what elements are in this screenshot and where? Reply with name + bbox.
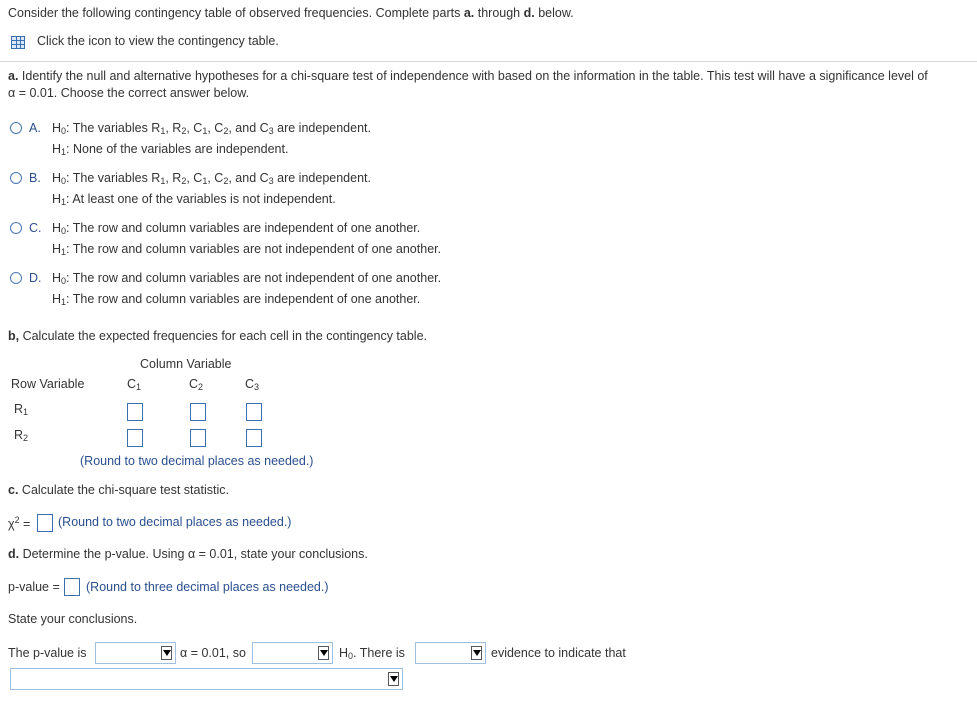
part-d-round-note: (Round to three decimal places as needed.) (86, 580, 329, 594)
expected-r1-c3-input[interactable] (246, 403, 262, 421)
h1-sub: 1 (61, 147, 67, 157)
option-d-letter: D. (29, 271, 42, 285)
option-a-h1: $H_1$: None of the variables are independent. (52, 142, 289, 157)
option-c-h0-text: The row and column variables are independent of one another. (72, 221, 421, 235)
h0-part: The variables R (72, 121, 161, 135)
evidence-amount-select[interactable] (415, 642, 486, 664)
h1-sub: 1 (61, 297, 67, 307)
chevron-down-icon (161, 646, 172, 660)
column-variable-heading: Column Variable (140, 357, 232, 371)
h0-sub: 3 (268, 176, 274, 186)
h0-label: H (339, 646, 349, 660)
c-sub: 1 (136, 382, 142, 392)
option-a-h0: $H_0$: The variables $R_1$, $R_2$, $C_1$, $C_2$, and $C_3$ are independent. (52, 121, 371, 136)
part-a-question (8, 69, 928, 83)
pvalue-comparison-select[interactable] (95, 642, 176, 664)
h0-sub: 0 (61, 226, 67, 236)
view-table-link[interactable]: Click the icon to view the contingency table. (37, 34, 279, 48)
pvalue-label: p-value = (8, 580, 60, 594)
option-a-h1-text: None of the variables are independent. (73, 142, 289, 156)
c-letter: C (127, 377, 137, 391)
col-header-c1 (127, 377, 141, 392)
instruction-text (8, 6, 574, 20)
r-sub: 2 (23, 433, 29, 443)
option-d-h0-text: The row and column variables are not independent of one another. (72, 271, 442, 285)
h0-part: , C (186, 171, 203, 185)
h0-sub: 0 (61, 126, 67, 136)
part-b-round-note: (Round to two decimal places as needed.) (80, 454, 314, 468)
expected-r2-c1-input[interactable] (127, 429, 143, 447)
evidence-text: evidence to indicate that (491, 646, 626, 660)
header-divider (0, 61, 977, 62)
h0-sub: 2 (223, 176, 229, 186)
part-c-round-note: (Round to two decimal places as needed.) (58, 515, 292, 529)
part-d-question (8, 547, 368, 561)
chevron-down-icon (318, 646, 329, 660)
part-a-question-line2: α = 0.01. Choose the correct answer below. (8, 86, 250, 100)
chevron-down-icon (388, 672, 399, 686)
conclusion-select[interactable] (10, 668, 403, 690)
part-d-label: d. (8, 547, 20, 561)
h1-label: H (52, 242, 62, 256)
reject-decision-select[interactable] (252, 642, 333, 664)
part-a-question-line1: Identify the null and alternative hypotheses for a chi-square test of independence with based on the information in the table. This test will have a significance level of (18, 69, 928, 83)
option-b-radio[interactable] (10, 172, 22, 184)
h0-part: , and C (228, 121, 269, 135)
h1-label: H (52, 292, 62, 306)
chi-sup: 2 (14, 515, 20, 525)
option-b-h0: $H_0$: The variables $R_1$, $R_2$, $C_1$, $C_2$, and $C_3$ are independent. (52, 171, 371, 186)
instruction-lead: Consider the following contingency table of observed frequencies. Complete parts (8, 6, 464, 20)
h0-part: The variables R (72, 171, 161, 185)
alpha-so-text: α = 0.01, so (180, 646, 246, 660)
c-sub: 3 (254, 382, 260, 392)
row-variable-heading: Row Variable (11, 377, 85, 391)
sentence-start: The p-value is (8, 646, 87, 660)
option-d-h1: $H_1$: The row and column variables are independent of one another. (52, 292, 421, 307)
expected-r2-c3-input[interactable] (246, 429, 262, 447)
h0-part: , C (207, 171, 224, 185)
c-letter: C (245, 377, 255, 391)
h0-part: , R (165, 121, 182, 135)
part-c-question-text: Calculate the chi-square test statistic. (18, 483, 229, 497)
chi-equals: = (19, 517, 31, 531)
h0-sub: 2 (181, 176, 187, 186)
state-conclusions-label: State your conclusions. (8, 612, 138, 626)
option-b-h1-text: At least one of the variables is not independent. (72, 192, 336, 206)
h0-part: are independent. (273, 171, 371, 185)
option-b-h1: $H_1$: At least one of the variables is not independent. (52, 192, 336, 207)
expected-r1-c2-input[interactable] (190, 403, 206, 421)
chevron-down-icon (471, 646, 482, 660)
part-d-question-text: Determine the p-value. Using α = 0.01, state your conclusions. (19, 547, 368, 561)
option-b-letter: B. (29, 171, 41, 185)
option-d-h1-text: The row and column variables are independent of one another. (72, 292, 421, 306)
h0-sub: 2 (181, 126, 187, 136)
instruction-through: through (474, 6, 524, 20)
h0-sub: 1 (202, 126, 208, 136)
r-letter: R (14, 428, 24, 442)
chi-square-label (8, 515, 30, 531)
part-c-label: c. (8, 483, 19, 497)
table-icon[interactable] (11, 36, 25, 49)
col-header-c3 (245, 377, 259, 392)
option-d-radio[interactable] (10, 272, 22, 284)
h0-part: , and C (228, 171, 269, 185)
instruction-below: below. (534, 6, 574, 20)
part-b-question-text: Calculate the expected frequencies for each cell in the contingency table. (19, 329, 428, 343)
h1-label: H (52, 142, 62, 156)
option-b-h0-text (73, 171, 371, 185)
option-c-h1: $H_1$: The row and column variables are not independent of one another. (52, 242, 442, 257)
chi-square-input[interactable] (37, 514, 53, 532)
r-letter: R (14, 402, 24, 416)
h0-part: , C (207, 121, 224, 135)
h0-sub: 3 (268, 126, 274, 136)
h0-sub: 0 (61, 276, 67, 286)
option-c-h1-text: The row and column variables are not independent of one another. (72, 242, 442, 256)
row-header-r2 (14, 428, 28, 443)
r-sub: 1 (23, 407, 29, 417)
h0-there-is-text (339, 646, 405, 661)
h0-sub: 0 (61, 176, 67, 186)
option-a-radio[interactable] (10, 122, 22, 134)
option-a-h0-text (73, 121, 371, 135)
h0-sub: 1 (160, 126, 166, 136)
option-a-letter: A. (29, 121, 41, 135)
h1-sub: 1 (61, 247, 67, 257)
h0-sub: 2 (223, 126, 229, 136)
c-sub: 2 (198, 382, 204, 392)
h0-part: , R (165, 171, 182, 185)
part-a-label: a. (8, 69, 19, 83)
pvalue-input[interactable] (64, 578, 80, 596)
part-b-label: b, (8, 329, 20, 343)
instruction-part-a: a. (463, 6, 475, 20)
option-c-letter: C. (29, 221, 42, 235)
c-letter: C (189, 377, 199, 391)
option-c-radio[interactable] (10, 222, 22, 234)
h0-sub: 1 (202, 176, 208, 186)
part-b-question (8, 329, 427, 343)
h0-part: are independent. (273, 121, 371, 135)
h0-sub: 0 (348, 651, 354, 661)
col-header-c2 (189, 377, 203, 392)
h1-sub: 1 (61, 197, 67, 207)
expected-r1-c1-input[interactable] (127, 403, 143, 421)
option-d-h0: $H_0$: The row and column variables are not independent of one another. (52, 271, 442, 286)
h0-label: H (52, 221, 62, 235)
expected-r2-c2-input[interactable] (190, 429, 206, 447)
h1-label: H (52, 192, 62, 206)
there-is-text: . There is (353, 646, 405, 660)
row-header-r1 (14, 402, 28, 417)
instruction-part-d: d. (523, 6, 535, 20)
chi-symbol: χ (8, 517, 15, 531)
option-c-h0: $H_0$: The row and column variables are independent of one another. (52, 221, 421, 236)
h0-label: H (52, 171, 62, 185)
h0-sub: 1 (160, 176, 166, 186)
part-c-question (8, 483, 229, 497)
h0-label: H (52, 121, 62, 135)
h0-part: , C (186, 121, 203, 135)
h0-label: H (52, 271, 62, 285)
